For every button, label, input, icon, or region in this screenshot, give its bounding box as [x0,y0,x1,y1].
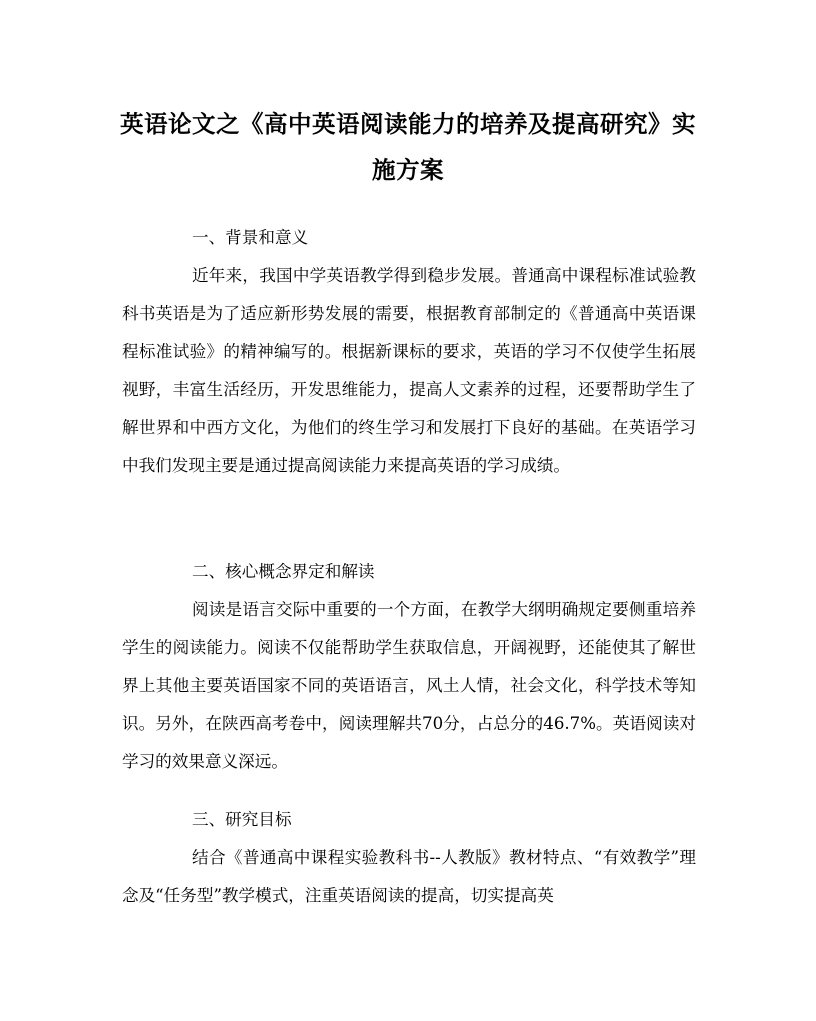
section-heading-core-concepts: 二、核心概念界定和解读 [192,562,375,581]
section-paragraph-background: 近年来，我国中学英语教学得到稳步发展。普通高中课程标准试验教科书英语是为了适应新形势发展的需要，根据教育部制定的《普通高中英语课程标准试验》的精神编写的。根据新课标的要求，英语的学习不仅使学生拓展视野，丰富生活经历，开发思维能力，提高人文素养的过程，还要帮助学生了解世界和中西方文化，为他们的终生学习和发展打下良好的基础。在英语学习中我们发现主要是通过提高阅读能力来提高英语的学习成绩。 [122,266,696,475]
section-heading-research-goals: 三、研究目标 [192,810,292,829]
section-paragraph-research-goals: 结合《普通高中课程实验教科书--人教版》教材特点、“有效教学”理念及“任务型”教学模式，注重英语阅读的提高，切实提高英 [122,848,696,905]
section-heading-background: 一、背景和意义 [192,228,309,247]
document-title: 英语论文之《高中英语阅读能力的培养及提高研究》实施方案 [120,110,696,184]
section-paragraph-core-concepts: 阅读是语言交际中重要的一个方面，在教学大纲明确规定要侧重培养学生的阅读能力。阅读不仅能帮助学生获取信息，开阔视野，还能使其了解世界上其他主要英语国家不同的英语语言，风土人情，社会文化，科学技术等知识。另外，在陕西高考卷中，阅读理解共70分，占总分的46.7%。英语阅读对学习的效果意义深远。 [122,600,696,771]
